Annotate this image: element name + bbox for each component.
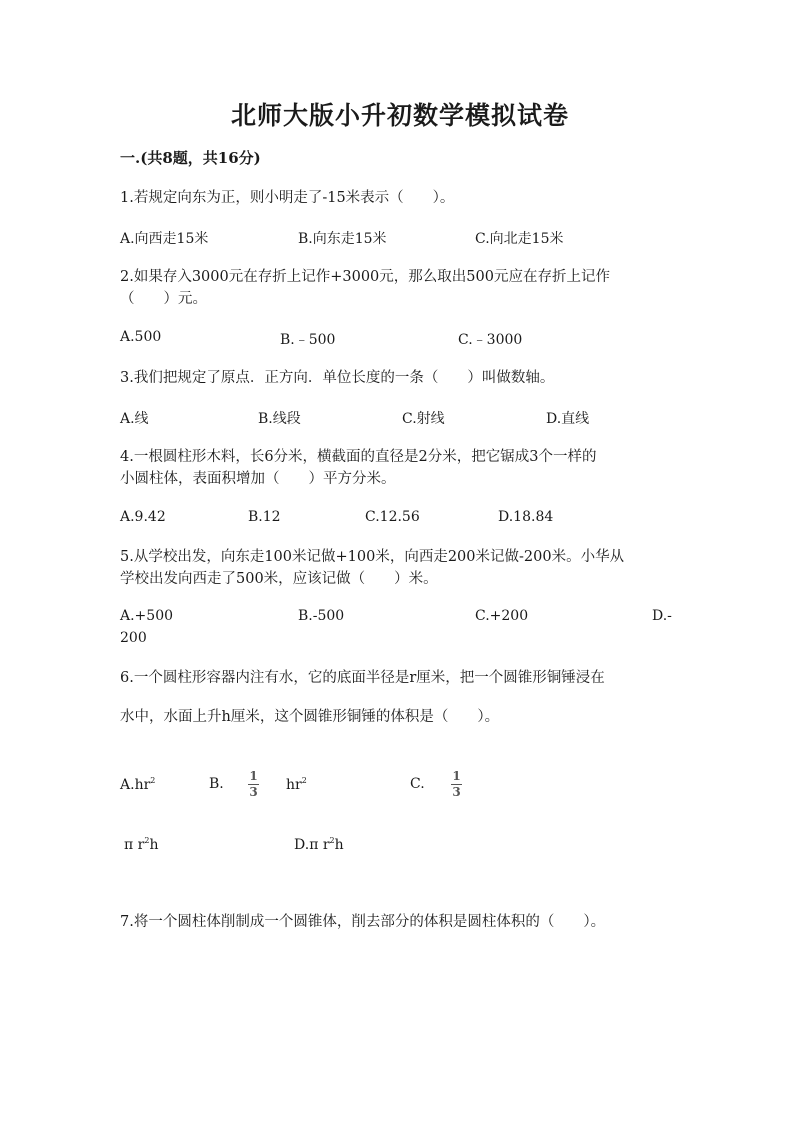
question-4-option-c[interactable]: C.12.56	[365, 509, 420, 525]
question-5-option-b[interactable]: B.-500	[298, 608, 345, 624]
question-2-option-b[interactable]: B.﹣500	[280, 332, 336, 348]
question-6-option-b-expression	[286, 776, 307, 793]
question-1-option-a[interactable]: A.向西走15米	[120, 231, 209, 247]
question-5-stem-line-1: 5.从学校出发，向东走100米记做+100米，向西走200米记做-200米。小华从	[120, 549, 625, 565]
question-3-option-b[interactable]: B.线段	[258, 411, 301, 427]
math-expression-tail: h	[334, 837, 344, 853]
question-4-option-a[interactable]: A.9.42	[120, 509, 166, 525]
question-6-option-c-continuation	[124, 836, 158, 853]
exponent: 2	[329, 836, 335, 845]
page-title: 北师大版小升初数学模拟试卷	[230, 101, 569, 130]
question-7-stem: 7.将一个圆柱体削制成一个圆锥体，削去部分的体积是圆柱体积的（ ）。	[120, 914, 606, 930]
question-6-stem-line-1: 6.一个圆柱形容器内注有水，它的底面半径是r厘米，把一个圆锥形铜锤浸在	[120, 670, 605, 686]
math-expression: hr	[134, 777, 151, 793]
math-expression: π r	[309, 837, 330, 853]
question-6-option-b-label[interactable]: B.	[209, 776, 224, 792]
question-5-option-c[interactable]: C.+200	[475, 608, 529, 624]
question-6-option-d[interactable]	[294, 836, 344, 853]
math-expression: π r	[124, 837, 145, 853]
fraction-numerator: 1	[249, 769, 258, 783]
question-2-option-a[interactable]: A.500	[120, 329, 162, 345]
question-1-stem: 1.若规定向东为正，则小明走了-15米表示（ ）。	[120, 190, 455, 206]
question-5-option-a[interactable]: A.+500	[120, 608, 174, 624]
question-2-stem-line-2: （ ）元。	[120, 291, 207, 307]
question-6-option-c-label[interactable]: C.	[410, 776, 425, 792]
question-2-stem-line-1: 2.如果存入3000元在存折上记作+3000元，那么取出500元应在存折上记作	[120, 269, 610, 285]
fraction-denominator: 3	[249, 785, 258, 799]
exponent: 2	[144, 836, 150, 845]
option-label: D.	[294, 837, 310, 853]
question-1-option-c[interactable]: C.向北走15米	[475, 231, 564, 247]
question-3-option-a[interactable]: A.线	[120, 411, 149, 427]
question-3-option-d[interactable]: D.直线	[546, 411, 590, 427]
question-5-option-d-wrap: 200	[120, 630, 147, 646]
question-1-option-b[interactable]: B.向东走15米	[298, 231, 387, 247]
fraction-denominator: 3	[452, 785, 461, 799]
math-expression: hr	[286, 777, 302, 793]
question-4-stem-line-1: 4.一根圆柱形木料，长6分米，横截面的直径是2分米，把它锯成3个一样的	[120, 449, 597, 465]
fraction-numerator: 1	[452, 769, 461, 783]
question-4-option-b[interactable]: B.12	[248, 509, 281, 525]
exponent: 2	[150, 776, 156, 785]
fraction-one-third	[248, 770, 259, 799]
fraction-one-third	[451, 770, 462, 799]
question-5-option-d[interactable]: D.-	[652, 608, 672, 624]
option-label: A.	[120, 777, 135, 793]
exponent: 2	[301, 776, 307, 785]
section-heading: 一.(共8题，共16分)	[120, 149, 261, 167]
question-5-stem-line-2: 学校出发向西走了500米，应该记做（ ）米。	[120, 571, 438, 587]
math-expression-tail: h	[149, 837, 159, 853]
question-2-option-c[interactable]: C.﹣3000	[458, 332, 523, 348]
question-3-stem: 3.我们把规定了原点．正方向．单位长度的一条（ ）叫做数轴。	[120, 370, 555, 386]
question-4-option-d[interactable]: D.18.84	[498, 509, 554, 525]
question-6-option-a[interactable]	[120, 776, 155, 793]
question-4-stem-line-2: 小圆柱体，表面积增加（ ）平方分米。	[120, 471, 396, 487]
question-3-option-c[interactable]: C.射线	[402, 411, 445, 427]
question-6-stem-line-2: 水中，水面上升h厘米，这个圆锥形铜锤的体积是（ ）。	[120, 709, 500, 725]
